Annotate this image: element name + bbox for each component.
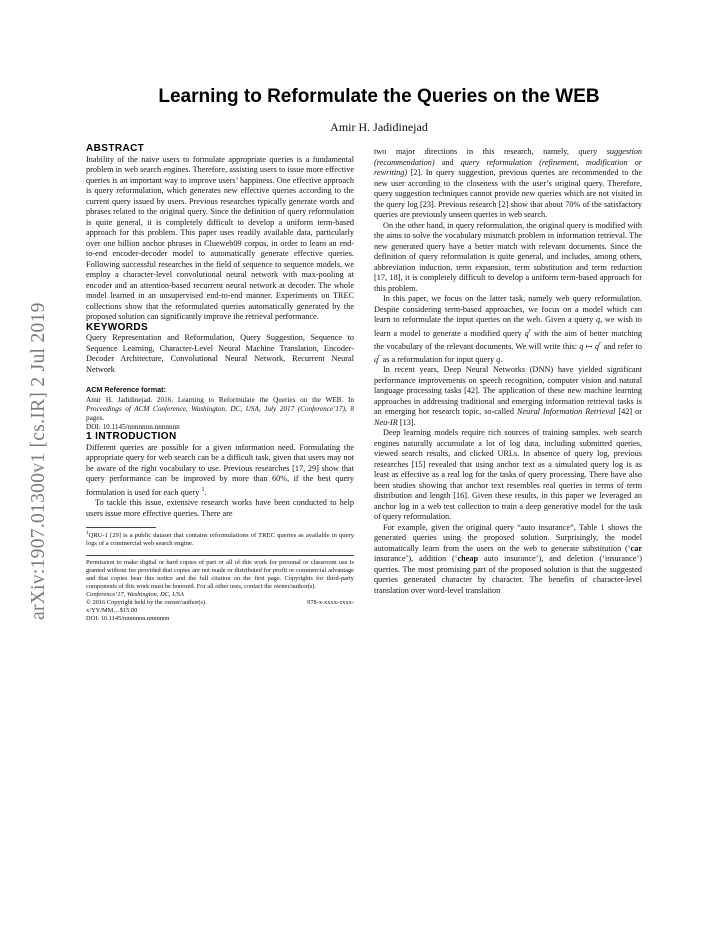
footnote-ref: 1 [201, 486, 205, 493]
introduction-heading: 1 INTRODUCTION [86, 431, 177, 443]
author-name: Amir H. Jadidinejad [330, 120, 428, 134]
permission-conference: Conference’17, Washington, DC, USA [86, 590, 184, 598]
footnote-rule [86, 527, 156, 528]
permission-doi: DOI: 10.1145/nnnnnnn.nnnnnnn [86, 614, 170, 622]
right-paragraph-3: In this paper, we focus on the latter task, namely web query reformulation. Despite considering term-based approaches, we focus on a model which can learn to reformulate the input queries on the web. Given a query q, we wish to learn a model to generate a modified query $q^r$ with the aim of better matching the vocabulary of the relevant documents. We will write this: q ↦ $q^r$ and refer to $q^r$ as a reformulation for input query q. [374, 294, 643, 364]
footnote: $^1$QRU-1 [29] is a public dataset that contains reformulations of TREC queries as available in query logs of a commercial web search engine. [86, 531, 354, 548]
keywords-heading: KEYWORDS [86, 321, 149, 333]
right-paragraph-1: two major directions in this research, namely, query suggestion (recommendation) and query reformulation (refinement, modification or rewriting) [2]. In query suggestion, previous queries are recommended to the new user according to the closeness with the user’s original query. Therefore, query suggestion techniques cannot provide new queries which are not visited in the query log [23]. Previous research [2] show that about 70% of the satisfactory queries are previously unseen queries in web search. [374, 147, 642, 219]
arxiv-stamp: arXiv:1907.01300v1 [cs.IR] 2 Jul 2019 [28, 302, 49, 620]
keywords-body: Query Representation and Reformulation, Query Suggestion, Sequence to Sequence Learning, Character-Level Neural Machine Translation, Encoder-Decoder Architecture, Convolutional Neural Network, Recurrent Neural Network [86, 333, 354, 374]
right-column [374, 147, 642, 596]
acm-reference-doi: DOI: 10.1145/nnnnnnn.nnnnnnn [86, 423, 180, 432]
permission-copyright: © 2016 Copyright held by the owner/author(s). [86, 598, 207, 606]
permission-block [86, 559, 354, 623]
acm-reference-heading: ACM Reference format: [86, 385, 166, 394]
right-paragraph-6: For example, given the original query “auto insurance”, Table 1 shows the generated queries using the proposed solution. Surprisingly, the model automatically learn from the users on the web to generate substitution (‘car insurance’), addition (‘cheap auto insurance’), and deletion (‘insurance’) queries. The most promising part of the proposed solution is that the suggested queries generated character by character. The benefits of character-level translation over word-level translation [374, 522, 642, 595]
acm-reference-pages: , 8 pages. [86, 404, 355, 422]
acm-reference-venue: Proceedings of ACM Conference, Washington, DC, USA, July 2017 (Conference’17) [86, 404, 346, 413]
permission-isbn: 978-x-xxxx-xxxx- [307, 598, 354, 606]
intro-paragraph-2: To tackle this issue, extensive research works have been conducted to help users issue more effective queries. There are [86, 498, 354, 518]
abstract-heading: ABSTRACT [86, 143, 145, 154]
acm-reference-text: Amir H. Jadidinejad. 2016. Learning to Reformulate the Queries on the WEB. In [86, 395, 354, 404]
abstract-body: Inability of the naive users to formulate appropriate queries is a fundamental problem in web search engines. Therefore, assisting users to issue more effective queries is an important way to improve users’ happiness. One effective approach is query reformulation, which generates new effective queries according to the current query issued by users. Previous researches typically generate words and phrases related to the original query. Since the definition of query reformulation is quite general, it is completely difficult to develop a uniform term-based approach for this problem. This paper uses readily available data, particularly over one billion anchor phrases in Clueweb09 corpus, in order to learn an end-to-end encoder-decoder model to automatically generate effective queries. Following successful researches in the field of sequence to sequence models, we employ a character-level convolutional neural network with max-pooling at encoder and an attention-based recurrent neural network at decoder. The whole model learned in an unsupervised end-to-end manner. Experiments on TREC collections show that the reformulated queries automatically generated by the proposed solution can significantly improve the retrieval performance. [86, 154, 354, 321]
intro-paragraph-1: Different queries are possible for a given information need. Formulating the appropriate query for web search can be a difficult task, given that users may not be aware of the right vocabulary to use. Previous researches [17, 29] show that query performance can be improved by more than 60%, if the best query formulation is used for each query $^1$. [86, 442, 354, 497]
acm-reference [86, 396, 354, 433]
right-paragraph-2: On the other hand, in query reformulation, the original query is modified with the aims to solve the vocabulary mismatch problem in information retrieval. The new generated query have a better match with relevant documents. Since the definition of query reformulation is quite general, and includes, among others, abbreviation induction, term expansion, term substitution and term reduction [17, 18], it is completely difficult to develop a uniform term-based approach for this problem. [374, 220, 642, 293]
permission-isbn-cont: x/YY/MM…$15.00 [86, 606, 138, 614]
paper-title: Learning to Reformulate the Queries on the WEB [158, 86, 600, 107]
permission-rule [86, 555, 354, 556]
permission-text: Permission to make digital or hard copies of part or all of this work for personal or classroom use is granted without fee provided that copies are not made or distributed for profit or commercial advantage and that copies bear this notice and the full citation on the first page. Copyrights for third-party components of this work must be honored. For all other uses, contact the owner/author(s). [86, 558, 354, 590]
left-column [86, 144, 354, 623]
right-paragraph-4: In recent years, Deep Neural Networks (DNN) have yielded significant performance improvements on speech recognition, computer vision and natural language processing tasks [42]. The application of these new machine learning approaches in addressing traditional and emerging information retrieval tasks is an emerging hot research topic, so-called Neural Information Retrieval [42] or Neu-IR [13]. [374, 365, 642, 427]
right-paragraph-5: Deep learning models require rich sources of training samples. web search engines naturally accumulate a lot of log data, including submitted queries, viewed search results, and clicked URLs. In absence of query log, previous researches [15] revealed that using anchor text as a simulated query log is as least as effective as a real log for the tasks of query processing. There have also been studies showing that anchor text resembles real queries in terms of term distribution and length [16]. Given these results, in this paper we leveraged an anchor log in a web test collection to train a deep generative model for the task of query reformulation. [374, 428, 642, 522]
